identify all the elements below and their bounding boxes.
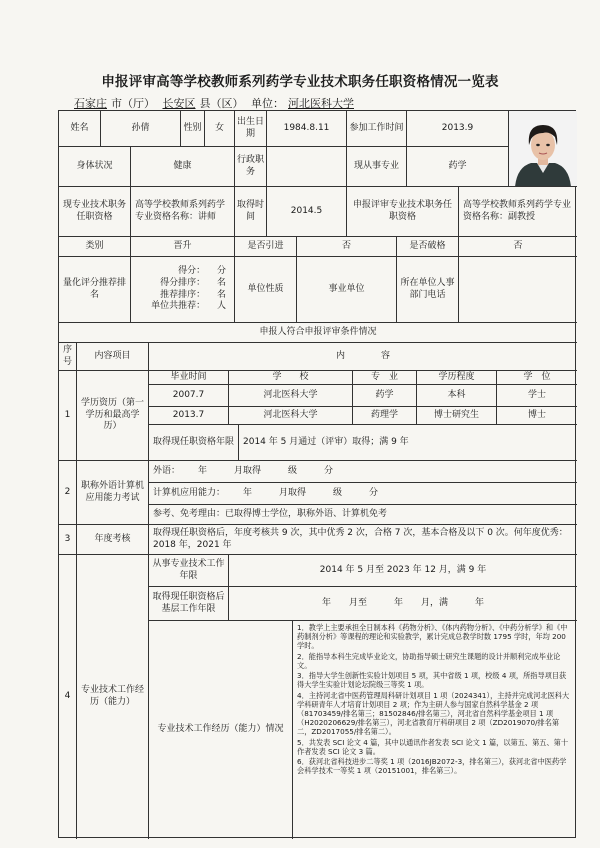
experience-list bbox=[293, 621, 577, 839]
col-seq: 序号 bbox=[59, 343, 77, 371]
career-item: 专业技术工作经历（能力） bbox=[77, 555, 149, 839]
unit-label: 单位： bbox=[251, 97, 284, 110]
county-unit: 县（区） bbox=[199, 97, 244, 110]
rec-rank-unit: 名 bbox=[216, 289, 226, 300]
quant-score-label: 量化评分推荐排名 bbox=[59, 257, 131, 323]
experience-item: 2．能指导本科生完成毕业论文，协助指导硕士研究生课题的设计并顺利完成毕业论文。 bbox=[297, 651, 561, 670]
type-label: 类别 bbox=[59, 237, 131, 257]
computer-value: 年 月取得 级 分 bbox=[243, 487, 379, 498]
type-value: 晋升 bbox=[131, 237, 235, 257]
birth-value: 1984.8.11 bbox=[267, 111, 347, 147]
major-label: 现从事专业 bbox=[347, 147, 407, 187]
score-unit: 分 bbox=[216, 266, 226, 277]
career-years-label: 从事专业技术工作年限 bbox=[149, 555, 229, 587]
hr-phone-label: 所在单位人事部门电话 bbox=[397, 257, 459, 323]
score-label: 得分： bbox=[178, 266, 206, 277]
unit-rec-label: 单位共推荐： bbox=[151, 301, 206, 312]
edu-cell: 本科 bbox=[417, 385, 497, 407]
work-value: 2013.9 bbox=[407, 111, 509, 147]
qual-years-value: 2014 年 5 月通过（评审）取得；满 9 年 bbox=[239, 425, 577, 461]
unit-rec-unit: 人 bbox=[216, 301, 226, 312]
name-label: 姓名 bbox=[59, 111, 101, 147]
health-label: 身体状况 bbox=[59, 147, 131, 187]
edu-header-0: 毕业时间 bbox=[149, 371, 229, 385]
current-qual-label: 现专业技术职务任职资格 bbox=[59, 187, 131, 237]
apply-qual-value: 高等学校教师系列药学专业资格名称：副教授 bbox=[459, 187, 577, 237]
county-value: 长安区 bbox=[162, 97, 196, 110]
experience-item: 6．获河北省科技进步二等奖 1 项（2016JB2072-3，排名第三），获河北省中医药学会科学技术一等奖 1 项（20151001，排名第三）。 bbox=[297, 757, 567, 776]
health-value: 健康 bbox=[131, 147, 235, 187]
exempt-reason: 参考、免考理由：已取得博士学位，职称外语、计算机免考 bbox=[149, 505, 577, 525]
rank-label: 得分排序： bbox=[160, 277, 206, 288]
edu-cell: 河北医科大学 bbox=[229, 407, 353, 425]
career-seq: 4 bbox=[59, 555, 77, 839]
col-content: 内 容 bbox=[149, 343, 577, 371]
base-years-label: 取得现任职资格后基层工作年限 bbox=[149, 587, 229, 621]
annual-text: 取得现任职资格后，年度考核共 9 次，其中优秀 2 次，合格 7 次，基本合格及以下 0 次。何年度优秀：2018 年，2021 年 bbox=[149, 525, 577, 555]
edu-header-1: 学 校 bbox=[229, 371, 353, 385]
hr-phone-value bbox=[459, 257, 577, 323]
foreign-lang-label: 外语： bbox=[153, 465, 181, 476]
rank-unit: 名 bbox=[216, 277, 226, 288]
work-label: 参加工作时间 bbox=[347, 111, 407, 147]
computer-label: 计算机应用能力： bbox=[153, 487, 226, 498]
info-table bbox=[58, 110, 576, 838]
gender-value: 女 bbox=[205, 111, 235, 147]
edu-cell: 学士 bbox=[497, 385, 577, 407]
quant-score-block bbox=[131, 257, 235, 323]
edu-header-2: 专 业 bbox=[353, 371, 417, 385]
edu-cell: 博士研究生 bbox=[417, 407, 497, 425]
annual-seq: 3 bbox=[59, 525, 77, 555]
nature-label: 单位性质 bbox=[235, 257, 297, 323]
edu-cell: 河北医科大学 bbox=[229, 385, 353, 407]
gender-label: 性别 bbox=[181, 111, 205, 147]
edu-header-3: 学历程度 bbox=[417, 371, 497, 385]
lang-item: 职称外语计算机应用能力考试 bbox=[77, 461, 149, 525]
major-value: 药学 bbox=[407, 147, 509, 187]
birth-label: 出生日期 bbox=[235, 111, 267, 147]
name-value: 孙倩 bbox=[101, 111, 181, 147]
annual-item: 年度考核 bbox=[77, 525, 149, 555]
section-title: 申报人符合申报评审条件情况 bbox=[59, 323, 577, 343]
city-unit: 市（厅） bbox=[111, 97, 155, 110]
experience-label: 专业技术工作经历（能力）情况 bbox=[149, 621, 293, 839]
introduced-label: 是否引进 bbox=[235, 237, 297, 257]
current-qual-value: 高等学校教师系列药学专业资格名称：讲师 bbox=[131, 187, 235, 237]
person-photo-icon bbox=[509, 111, 577, 187]
lang-seq: 2 bbox=[59, 461, 77, 525]
page-title: 申报评审高等学校教师系列药学专业技术职务任职资格情况一览表 bbox=[101, 74, 499, 90]
edu-cell: 药理学 bbox=[353, 407, 417, 425]
experience-item: 4．主持河北省中医药管理局科研计划项目 1 项（2024341），主持并完成河北医科大学科研青年人才培育计划项目 2 项；作为主研人参与国家自然科学基金 2 项（81703459/排名第三；81502846/排名第三），河北省自然科学基金项目 1 项（H2020206629/排名第三），河北省教育厅科研项目 2 项（ZD2019070/排名第二，ZD2017055/排名第二）。 bbox=[297, 690, 570, 737]
computer-row bbox=[149, 483, 577, 505]
obtain-time-label: 取得时间 bbox=[235, 187, 267, 237]
base-years-value: 年 月至 年 月，满 年 bbox=[229, 587, 577, 621]
exceptional-value: 否 bbox=[459, 237, 577, 257]
exceptional-label: 是否破格 bbox=[397, 237, 459, 257]
col-item: 内容项目 bbox=[77, 343, 149, 371]
admin-label: 行政职务 bbox=[235, 147, 267, 187]
city-value: 石家庄 bbox=[74, 97, 107, 110]
edu-cell: 2013.7 bbox=[149, 407, 229, 425]
edu-cell: 药学 bbox=[353, 385, 417, 407]
edu-cell: 博士 bbox=[497, 407, 577, 425]
career-years-value: 2014 年 5 月至 2023 年 12 月，满 9 年 bbox=[229, 555, 577, 587]
edu-cell: 2007.7 bbox=[149, 385, 229, 407]
applicant-photo bbox=[509, 111, 577, 187]
qual-years-label: 取得现任职资格年限 bbox=[149, 425, 239, 461]
foreign-lang-value: 年 月取得 级 分 bbox=[198, 465, 334, 476]
edu-seq: 1 bbox=[59, 371, 77, 461]
introduced-value: 否 bbox=[297, 237, 397, 257]
nature-value: 事业单位 bbox=[297, 257, 397, 323]
experience-item: 5．共发表 SCI 论文 4 篇，其中以通讯作者发表 SCI 论文 1 篇，以第五、第五、第十作者发表 SCI 论文 3 篇。 bbox=[297, 737, 569, 756]
admin-value bbox=[267, 147, 347, 187]
edu-header-4: 学 位 bbox=[497, 371, 577, 385]
edu-item: 学历资历（第一学历和最高学历） bbox=[77, 371, 149, 461]
obtain-time-value: 2014.5 bbox=[267, 187, 347, 237]
experience-item: 3．指导大学生创新性实验计划项目 5 项，其中省级 1 项，校级 4 项，所指导项目获得大学生实验计划论坛院级三等奖 1 项。 bbox=[297, 671, 567, 690]
apply-qual-label: 申报评审专业技术职务任职资格 bbox=[347, 187, 459, 237]
unit-value: 河北医科大学 bbox=[288, 97, 354, 110]
foreign-lang-row bbox=[149, 461, 577, 483]
header-line bbox=[74, 95, 358, 111]
experience-item: 1．教学上主要承担全日制本科《药物分析》、《体内药物分析》、《中药分析学》和《中药制剂分析》等课程的理论和实验教学，累计完成总教学时数 1795 学时，年均 200 学时。 bbox=[297, 623, 568, 651]
rec-rank-label: 推荐排序： bbox=[160, 289, 206, 300]
